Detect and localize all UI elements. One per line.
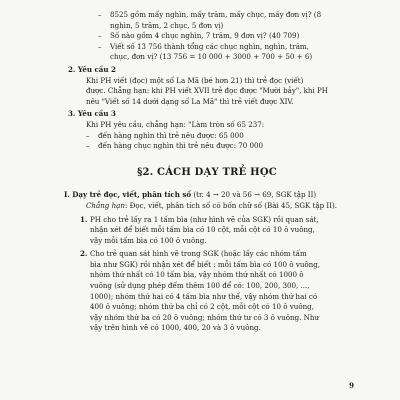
page-number: 9 xyxy=(349,381,354,391)
requirement-3-body: Khi PH yêu cầu, chẳng hạn: "Làm tròn số 65 237: xyxy=(86,119,265,129)
list-item-continuation: chục, đơn vị? (13 756 = 10 000 + 3000 + 700 + 50 + 6) xyxy=(110,52,313,62)
list-item: – đến hàng nghìn thì trẻ nêu được: 65 000 xyxy=(86,130,244,140)
top-list xyxy=(58,10,356,63)
numbered-item-1: 1. PH cho trẻ lấy ra 1 tấm bìa (như hình vẽ của SGK) rồi quan sát, nhận xét để biết mỗi tấm bìa có 10 cột, mỗi cột có 10 ô vuông, vậy mỗi tấm bìa có 100 ô vuông. xyxy=(80,214,319,245)
list-item: – Số nào gồm 4 chục nghìn, 7 trăm, 9 đơn vị? (40 709) xyxy=(98,31,300,41)
part-1-heading: I. Dạy trẻ đọc, viết, phân tích số (tr. 4 → 20 và 56 → 69, SGK tập II) xyxy=(64,190,317,200)
requirement-2-heading: 2. Yêu cầu 2 xyxy=(68,64,116,74)
example-line: Chẳng hạn: Đọc, viết, phân tích số có bốn chữ số (Bài 45, SGK tập II). xyxy=(86,200,338,210)
requirement-3-heading: 3. Yêu cầu 3 xyxy=(68,109,116,119)
section-title: §2. CÁCH DẠY TRẺ HỌC xyxy=(137,166,277,178)
list-item: – đến hàng chục nghìn thì trẻ nêu được: 70 000 xyxy=(86,141,264,151)
list-item-continuation: nghìn, 5 trăm, 2 chục, 5 đơn vị) xyxy=(110,20,224,30)
list-item: – Viết số 13 756 thành tổng các chục nghìn, nghìn, trăm, xyxy=(98,41,309,51)
requirement-2-body: Khi PH viết (đọc) một số La Mã (bé hơn 21) thì trẻ đọc (viết) được. Chẳng hạn: khi PH viết XVII trẻ đọc được "Mười bảy", khi PH nêu "Viết số 14 dưới dạng số La Mã" thì trẻ viết được XIV. xyxy=(86,75,328,106)
list-item: – 8525 gồm mấy nghìn, mấy trăm, mấy chục, mấy đơn vị? (8 xyxy=(98,10,322,19)
numbered-item-2: 2. Cho trẻ quan sát hình vẽ trong SGK (hoặc lấy các nhóm tấm bìa như SGK) rồi nhận xét để biết : mỗi tấm bìa có 100 ô vuông, nhóm thứ nhất có 10 tấm bìa, vậy nhóm thứ nhất có 1000 ô vuông (sử dụng phép đếm thêm 100 để có: 100, 200, 300, ..., 1000); nhóm thứ hai có 4 tấm bìa như thế, vậy nhóm thứ hai có 400 ô vuông; nhóm thứ ba chỉ có 2 cột, mỗi cột có 10 ô vuông, vậy nhóm thứ ba có 20 ô vuông; nhóm thứ tư có 3 ô vuông. Như vậy trên hình vẽ có 1000, 400, 20 và 3 ô vuông. xyxy=(80,249,321,333)
